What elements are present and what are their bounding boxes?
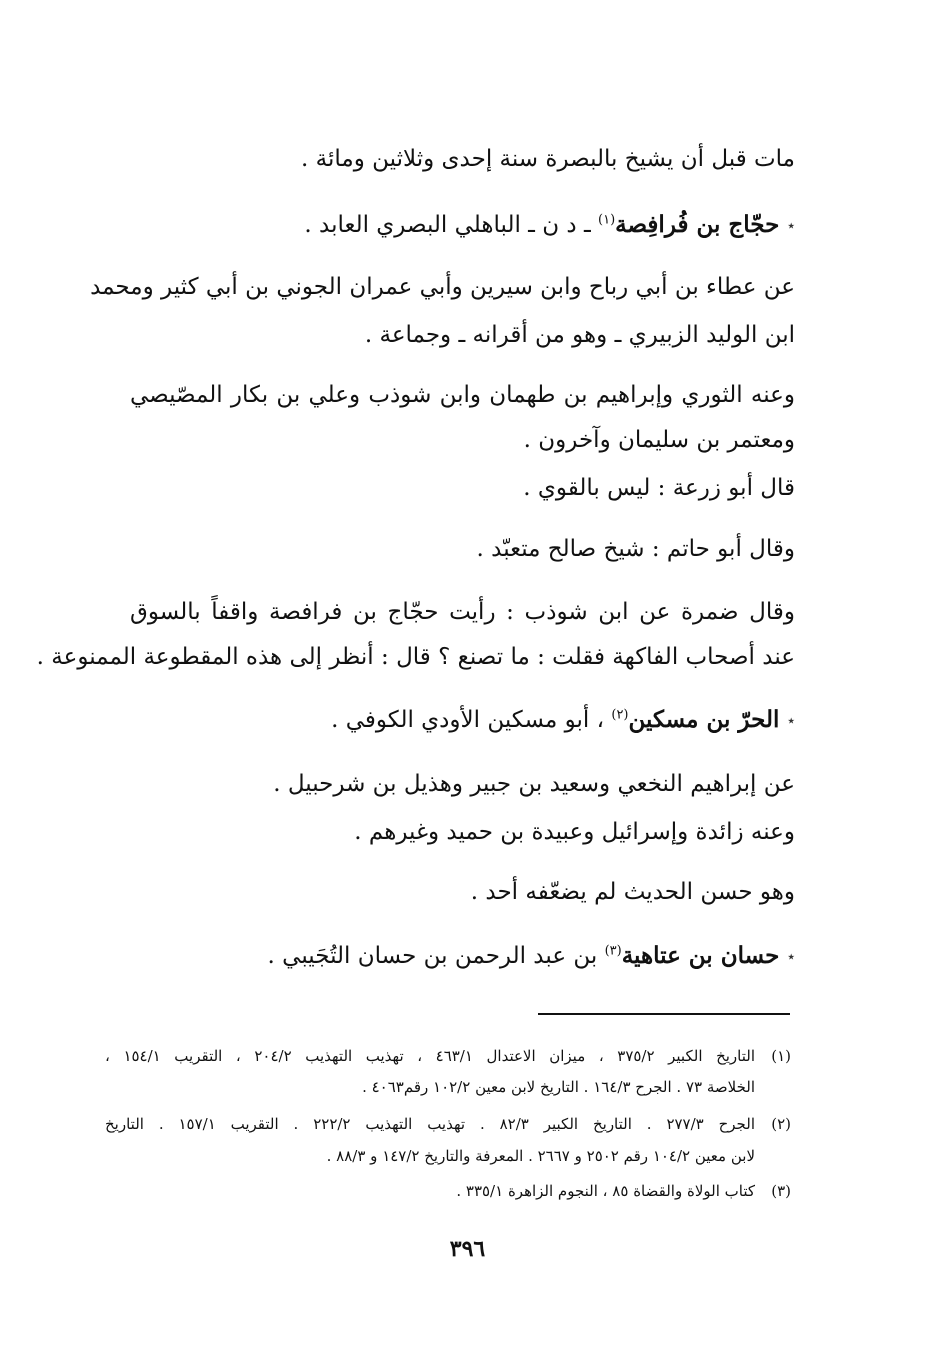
footnote-marker: (٢) xyxy=(771,1115,791,1133)
footnote-line: كتاب الولاة والقضاة ٨٥ ، النجوم الزاهرة ٣٣٥/١ . xyxy=(456,1182,755,1200)
footnote-divider xyxy=(538,1013,790,1015)
entry-rest: ـ د ن ـ الباهلي البصري العابد . xyxy=(304,212,599,238)
text-line: عن إبراهيم النخعي وسعيد بن جبير وهذيل بن شرحبيل . xyxy=(273,771,795,797)
footnote-line: لابن معين ١٠٤/٢ رقم ٢٥٠٢ و ٢٦٦٧ . المعرفة والتاريخ ١٤٧/٢ و ٨٨/٣ . xyxy=(326,1147,755,1165)
entry-marker-icon: ٭ xyxy=(787,218,795,234)
entry-rest: بن عبد الرحمن بن حسان التُجَيبي . xyxy=(267,943,605,969)
biography-entry-hassan xyxy=(268,940,795,973)
biography-entry-hurr xyxy=(331,704,795,737)
text-line: وقال ضمرة عن ابن شوذب : رأيت حجّاج بن فرافصة واقفاً بالسوق xyxy=(130,599,795,625)
text-line: وعنه زائدة وإسرائيل وعبيدة بن حميد وغيرهم . xyxy=(354,819,795,845)
footnote-line: الخلاصة ٧٣ . الجرح ١٦٤/٣ . التاريخ لابن معين ١٠٢/٢ رقم٤٠٦٣ . xyxy=(362,1078,755,1096)
text-line: مات قبل أن يشيخ بالبصرة سنة إحدى وثلاثين ومائة . xyxy=(301,146,795,172)
text-line: وقال أبو حاتم : شيخ صالح متعبّد . xyxy=(476,536,795,562)
text-line: قال أبو زرعة : ليس بالقوي . xyxy=(523,475,795,501)
footnote-marker: (١) xyxy=(771,1047,791,1065)
text-line: وعنه الثوري وإبراهيم بن طهمان وابن شوذب وعلي بن بكار المصّيصي xyxy=(130,382,795,408)
footnote-ref: (٢) xyxy=(611,707,629,723)
entry-marker-icon: ٭ xyxy=(787,949,795,965)
biography-entry-hajjaj xyxy=(304,209,795,242)
footnote-ref: (٣) xyxy=(604,943,622,959)
entry-rest: ، أبو مسكين الأودي الكوفي . xyxy=(331,707,612,733)
footnote-line: الجرح ٢٧٧/٣ . التاريخ الكبير ٨٢/٣ . تهذيب التهذيب ٢٢٢/٢ . التقريب ١٥٧/١ . التاريخ xyxy=(105,1115,755,1133)
entry-name: حسان بن عتاهية xyxy=(621,942,780,969)
text-line: عند أصحاب الفاكهة فقلت : ما تصنع ؟ قال : أنظر إلى هذه المقطوعة الممنوعة . xyxy=(36,644,795,670)
text-line: عن عطاء بن أبي رباح وابن سيرين وأبي عمران الجوني بن أبي كثير ومحمد xyxy=(90,274,795,300)
entry-name: حجّاج بن فُرافِصة xyxy=(615,211,780,238)
text-line: وهو حسن الحديث لم يضعّفه أحد . xyxy=(470,879,795,905)
page-number: ٣٩٦ xyxy=(449,1236,486,1262)
footnote-marker: (٣) xyxy=(771,1182,791,1200)
footnote-line: التاريخ الكبير ٣٧٥/٢ ، ميزان الاعتدال ٤٦٣/١ ، تهذيب التهذيب ٢٠٤/٢ ، التقريب ١٥٤/١ ، xyxy=(105,1047,756,1065)
footnote-ref: (١) xyxy=(598,212,616,228)
entry-marker-icon: ٭ xyxy=(787,713,795,729)
text-line: ابن الوليد الزبيري ـ وهو من أقرانه ـ وجماعة . xyxy=(364,322,795,348)
entry-name: الحرّ بن مسكين xyxy=(628,706,780,733)
text-line: ومعتمر بن سليمان وآخرون . xyxy=(523,427,795,453)
